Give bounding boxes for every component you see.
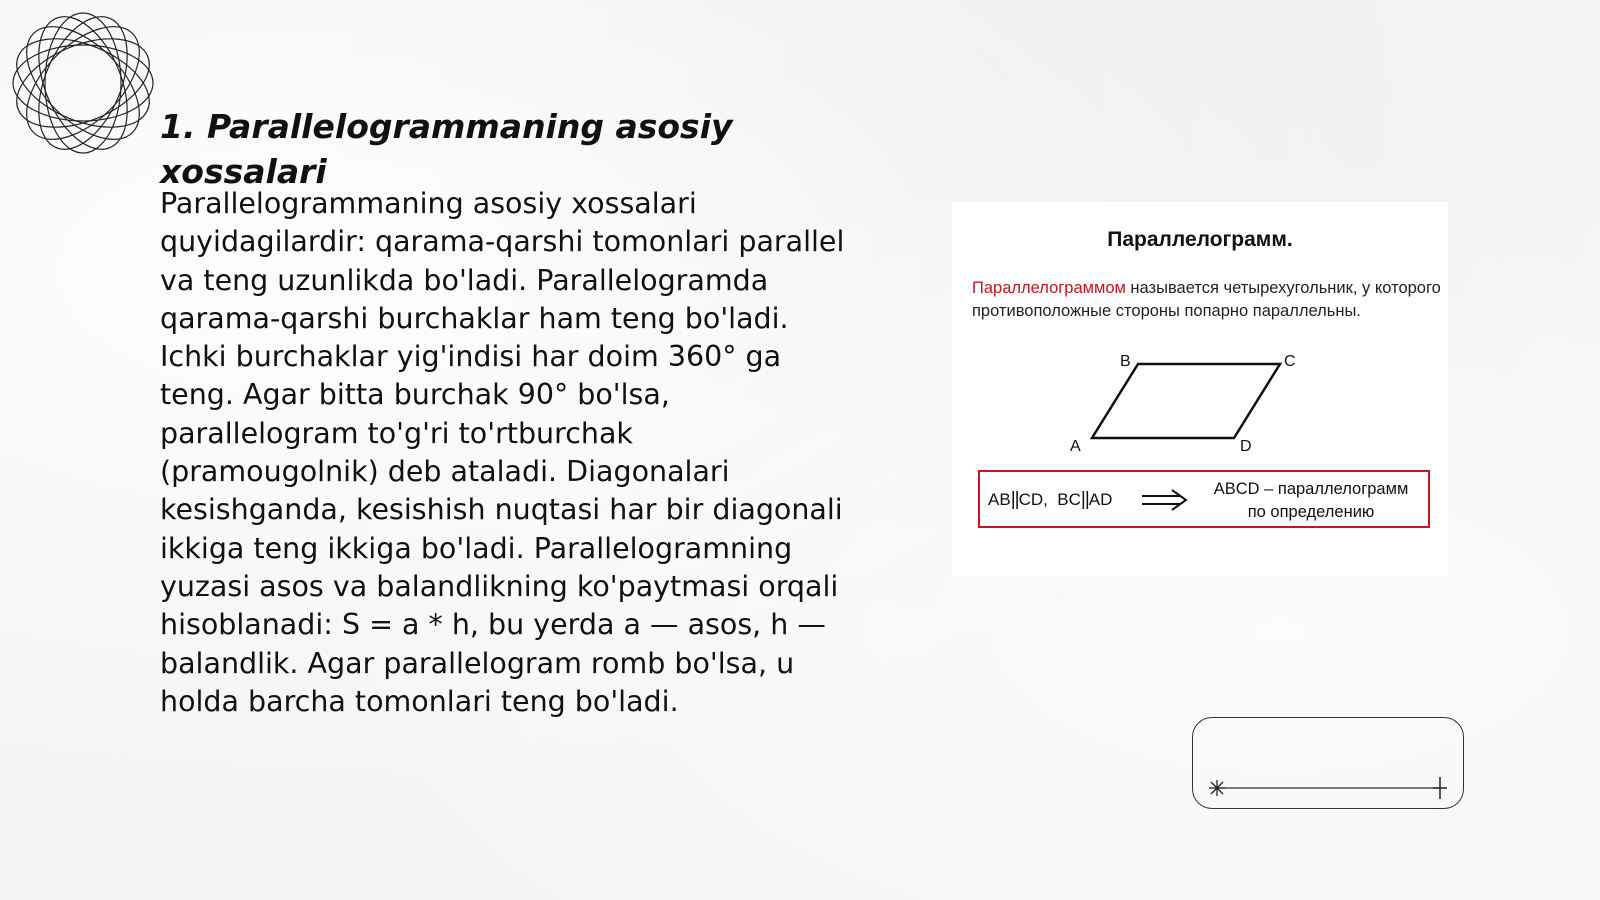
decorative-line: [1193, 718, 1465, 810]
formula-result-line1: ABCD – параллелограмм: [1213, 480, 1409, 498]
vertex-label-d: D: [1240, 438, 1252, 455]
parallelogram-figure-card: [952, 202, 1448, 576]
figure-title: Параллелограмм.: [1107, 228, 1293, 251]
vertex-label-a: A: [1070, 438, 1081, 455]
star-icon: [1433, 777, 1447, 799]
definition-term: Параллелограммом: [972, 279, 1126, 297]
sparkle-icon: [1209, 780, 1225, 796]
decorative-frame: [1192, 717, 1464, 809]
slide-title: 1. Parallelogrammaning asosiy xossalari: [160, 107, 733, 191]
formula-conclusion: [1195, 478, 1427, 524]
parallelogram-diagram: [952, 342, 1448, 462]
formula-bc: BC: [1057, 490, 1081, 509]
vertex-label-b: B: [1120, 353, 1131, 370]
definition-formula-box: [978, 470, 1430, 528]
definition-text: называется четырехугольник, у которого противоположные стороны попарно параллельны.: [972, 279, 1441, 320]
vertex-label-c: C: [1284, 353, 1296, 370]
formula-premise: [988, 489, 1112, 511]
slide-body-text: Parallelogrammaning asosiy xossalari quyidagilardir: qarama-qarshi tomonlari parallel va teng uzunlikda bo'ladi. Parallelogramda qarama-qarshi burchaklar ham teng bo'ladi. Ichki burchaklar yig'indisi har doim 360° ga teng. Agar bitta burchak 90° bo'lsa, parallelogram to'g'ri to'rtburchak (pramougolnik) deb ataladi. Diagonalari kesishganda, kesishish nuqtasi har bir diagonali ikkiga teng ikkiga bo'ladi. Parallelogramning yuzasi asos va balandlikning ko'paytmasi orqali hisoblanadi: S = a * h, bu yerda a — asos, h — balandlik. Agar parallelogram romb bo'lsa, u holda barcha tomonlari teng bo'ladi.: [160, 187, 845, 718]
implies-arrow-icon: [1140, 486, 1190, 514]
circle-rosette-ornament-icon: [8, 8, 158, 158]
formula-ad: AD: [1088, 490, 1113, 509]
formula-cd: CD,: [1018, 490, 1048, 509]
parallel-sign: ||: [1080, 489, 1089, 510]
parallelogram-shape: [1092, 364, 1280, 438]
formula-ab: AB: [988, 490, 1011, 509]
parallel-sign: ||: [1010, 489, 1019, 510]
figure-definition: [972, 277, 1442, 323]
formula-result-line2: по определению: [1247, 503, 1375, 521]
